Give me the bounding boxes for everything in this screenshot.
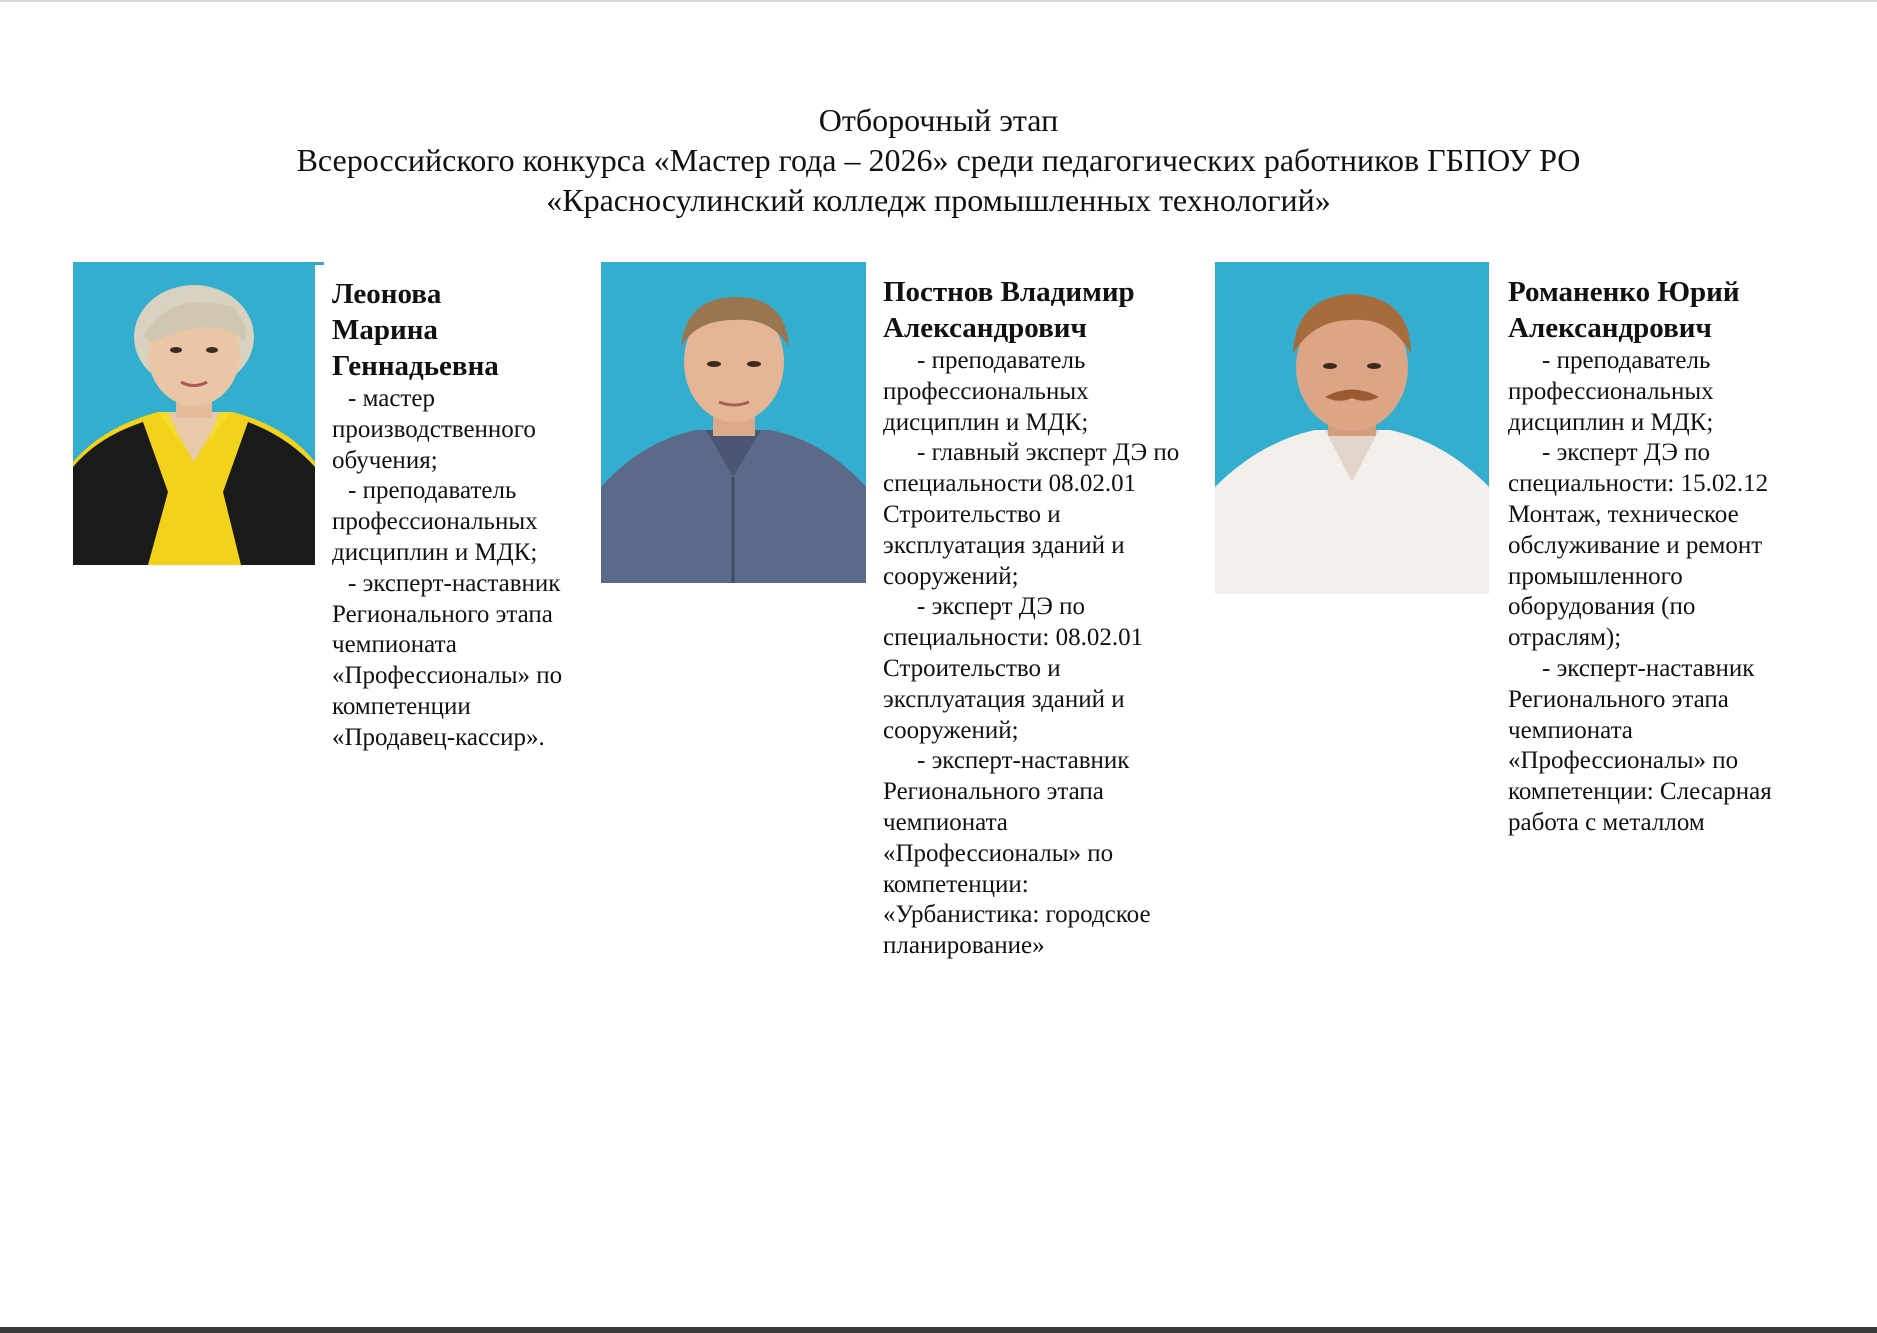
duty-item: - преподаватель профессиональных дисциплин и МДК;	[883, 347, 1089, 436]
name-line: Постнов Владимир	[883, 276, 1135, 308]
page-title	[0, 100, 1877, 220]
duty-item: - эксперт ДЭ по специальности: 15.02.12 Монтаж, техническое обслуживание и ремонт промышленного оборудования (по отраслям);	[1508, 439, 1769, 652]
title-line-1: Отборочный этап	[818, 102, 1059, 138]
duty-item: - преподаватель профессиональных дисциплин и МДК;	[332, 477, 538, 566]
duty-item: - преподаватель профессиональных дисциплин и МДК;	[1508, 347, 1714, 436]
taskbar-strip	[0, 1327, 1877, 1333]
participant-photo-postnov	[601, 262, 866, 583]
title-line-2: Всероссийского конкурса «Мастер года – 2026» среди педагогических работников ГБПОУ РО	[296, 142, 1581, 178]
participant-card-romanenko	[1508, 274, 1808, 839]
participant-photo-leonova	[73, 262, 315, 565]
name-line: Геннадьевна	[332, 350, 499, 382]
participant-card-postnov	[883, 274, 1183, 962]
participant-photo-romanenko	[1215, 262, 1489, 594]
photo-edge	[315, 262, 324, 265]
duty-item: - эксперт ДЭ по специальности: 08.02.01 Строительство и эксплуатация зданий и сооружений;	[883, 593, 1144, 744]
top-divider	[0, 0, 1877, 2]
participant-name	[883, 274, 1183, 346]
name-line: Леонова	[332, 278, 442, 310]
duty-item: - главный эксперт ДЭ по специальности 08.02.01 Строительство и эксплуатация зданий и сооружений;	[883, 439, 1180, 590]
title-line-3: «Красносулинский колледж промышленных технологий»	[546, 182, 1331, 218]
duty-item: - эксперт-наставник Регионального этапа чемпионата «Профессионалы» по компетенции: «Урбанистика: городское планирование»	[883, 747, 1151, 960]
duty-item: - мастер производственного обучения;	[332, 385, 536, 474]
name-line: Романенко Юрий	[1508, 276, 1740, 308]
name-line: Александрович	[1508, 312, 1712, 344]
duty-item: - эксперт-наставник Регионального этапа чемпионата «Профессионалы» по компетенции: Слесарная работа с металлом	[1508, 654, 1772, 836]
participant-name	[1508, 274, 1808, 346]
name-line: Марина	[332, 314, 438, 346]
participant-card-leonova	[332, 276, 594, 754]
participant-name	[332, 276, 594, 384]
duty-item: - эксперт-наставник Регионального этапа чемпионата «Профессионалы» по компетенции «Продавец-кассир».	[332, 569, 563, 751]
name-line: Александрович	[883, 312, 1087, 344]
